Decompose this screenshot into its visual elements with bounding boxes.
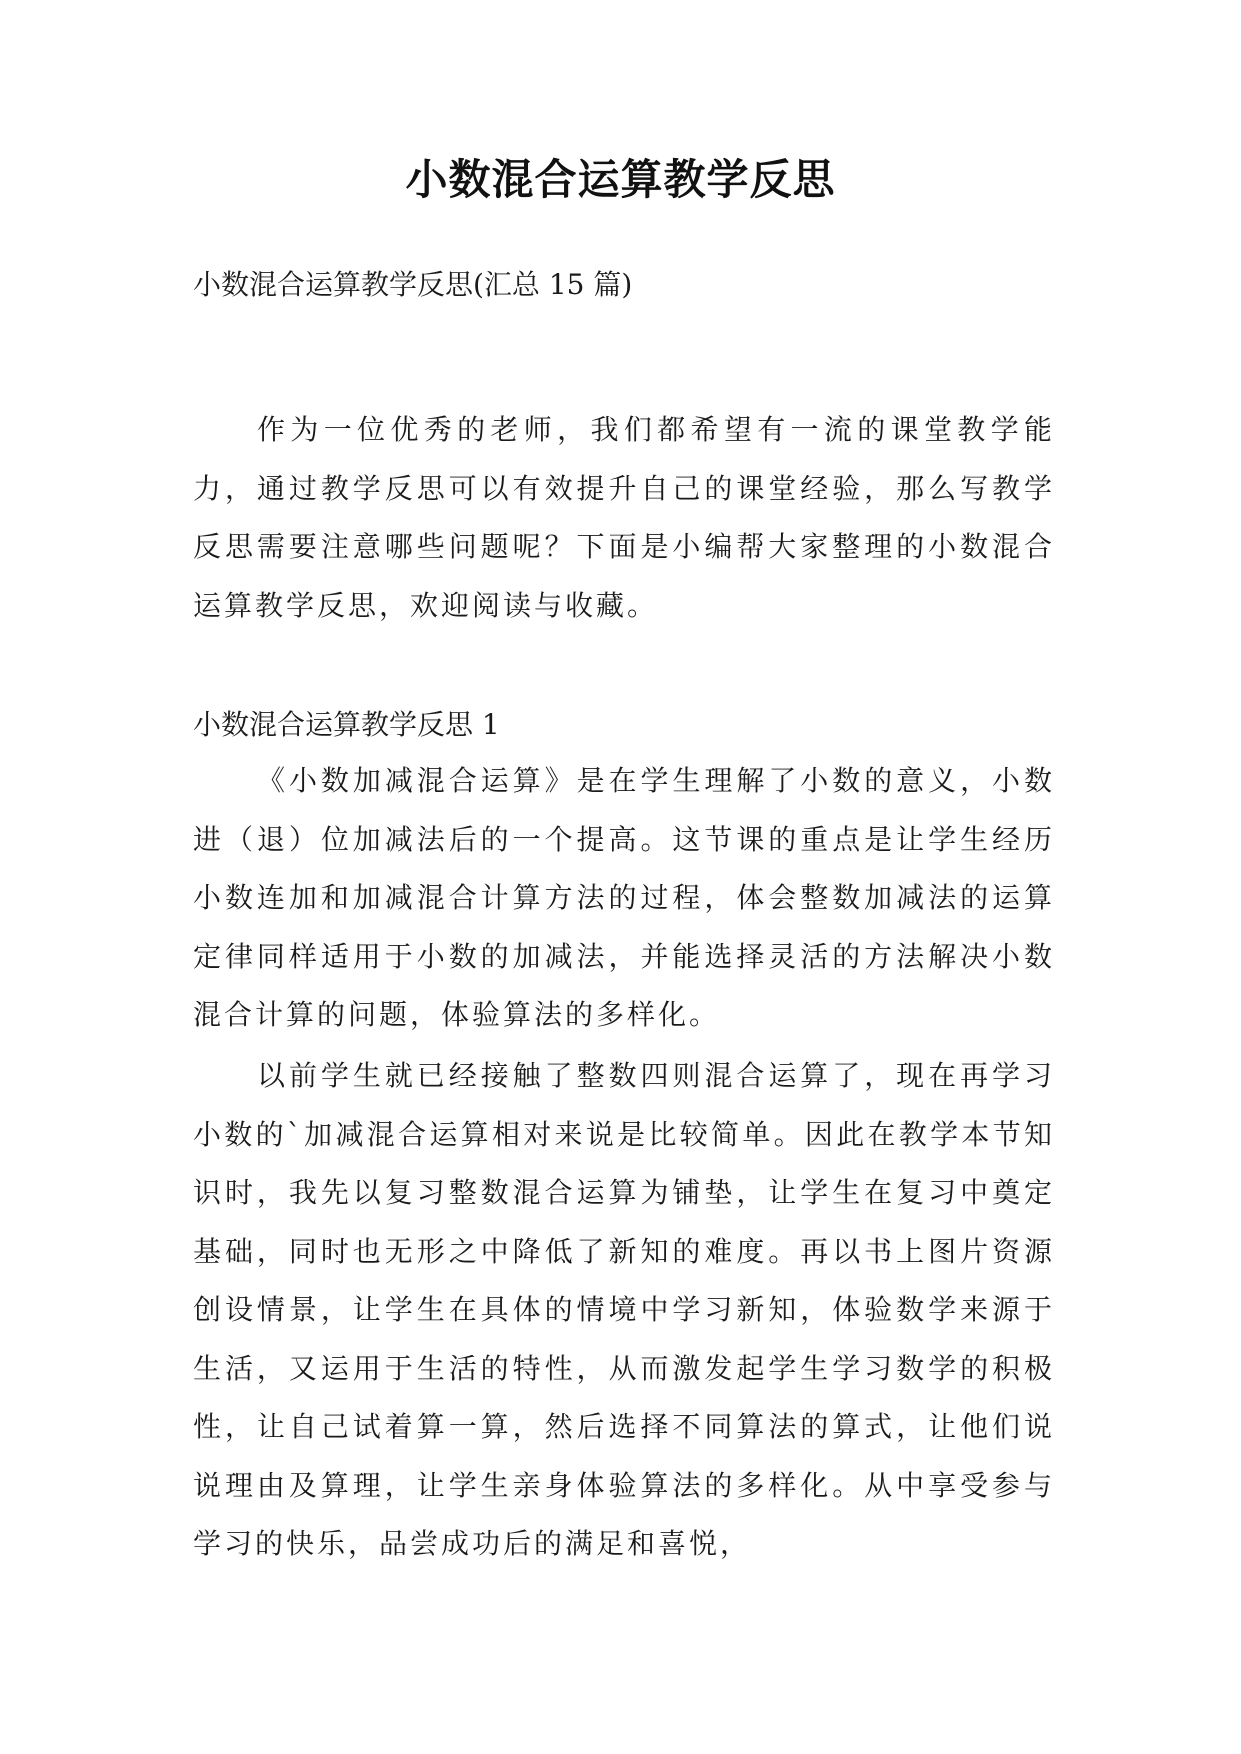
section-heading: 小数混合运算教学反思 1 bbox=[193, 708, 500, 741]
section-paragraph: 以前学生就已经接触了整数四则混合运算了，现在再学习小数的`加减混合运算相对来说是比较简单。因此在教学本节知识时，我先以复习整数混合运算为铺垫，让学生在复习中奠定基础，同时也无形之中降低了新知的难度。再以书上图片资源创设情景，让学生在具体的情境中学习新知，体验数学来源于生活，又运用于生活的特性，从而激发起学生学习数学的积极性，让自己试着算一算，然后选择不同算法的算式，让他们说说理由及算理，让学生亲身体验算法的多样化。从中享受参与学习的快乐，品尝成功后的满足和喜悦， bbox=[193, 1059, 1055, 1560]
document-subtitle: 小数混合运算教学反思(汇总 15 篇) bbox=[193, 268, 633, 301]
intro-paragraph: 作为一位优秀的老师，我们都希望有一流的课堂教学能力，通过教学反思可以有效提升自己的课堂经验，那么写教学反思需要注意哪些问题呢？下面是小编帮大家整理的小数混合运算教学反思，欢迎阅读与收藏。 bbox=[193, 413, 1055, 622]
document-title: 小数混合运算教学反思 bbox=[405, 155, 836, 204]
section-paragraph: 《小数加减混合运算》是在学生理解了小数的意义，小数进（退）位加减法后的一个提高。这节课的重点是让学生经历小数连加和加减混合计算方法的过程，体会整数加减法的运算定律同样适用于小数的加减法，并能选择灵活的方法解决小数混合计算的问题，体验算法的多样化。 bbox=[193, 764, 1055, 1031]
